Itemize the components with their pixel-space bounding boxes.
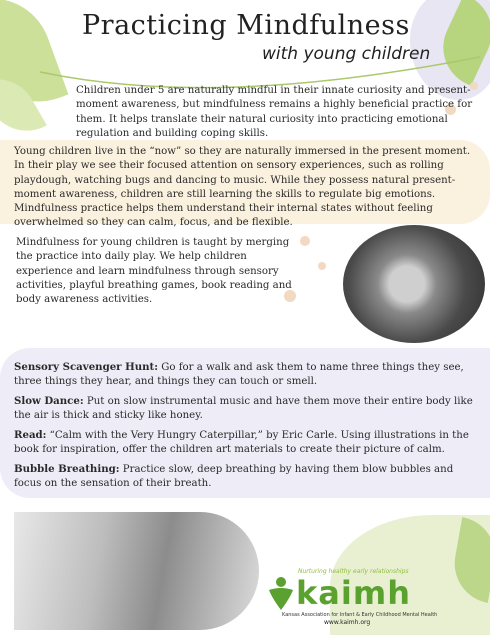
now-paragraph: Young children live in the “now” so they are naturally immersed in the present moment. In their play we see their focused attention on sensory experiences, such as rolling playdough, watching bugs and dancing to music. While they possess natural present-moment awareness, children are still learning the skills to regulate big emotions. Mindfulness practice helps them understand their internal states without feeling overwhelmed so they can calm, focus, and be flexible. [14,146,471,229]
logo-org-name: Kansas Association for Infant & Early Childhood Mental Health [282,612,438,618]
website-link[interactable]: www.kaimh.org [324,619,371,626]
activity-item: Bubble Breathing: Practice slow, deep breathing by having them blow bubbles and focus on the sensation of their breath. [14,463,454,490]
intro-paragraph: Children under 5 are naturally mindful in their innate curiosity and present-moment awareness, but mindfulness remains a highly beneficial practice for them. It helps translate their natural curiosity into practicing emotional regulation and building coping skills. [76,85,473,139]
kaimh-figure-icon [266,576,296,612]
teaching-paragraph: Mindfulness for young children is taught by merging the practice into daily play. We help children experience and learn mindfulness through sensory activities, playful breathing games, book reading and body awareness activities. [16,237,292,306]
logo-tagline: Nurturing healthy early relationships [298,568,409,575]
hands-photo [343,225,485,343]
decorative-dot [318,262,326,270]
activity-item: Slow Dance: Put on slow instrumental music and have them move their entire body like the air is thick and sticky like honey. [14,395,473,422]
kaimh-logo-text: kaimh [296,574,411,612]
activity-item: Read: “Calm with the Very Hungry Caterpillar,” by Eric Carle. Using illustrations in the book for inspiration, offer the children art materials to create their picture of calm. [14,429,469,456]
child-bubbles-photo [14,512,259,630]
page-subtitle: with young children [262,44,431,64]
decorative-dot [300,236,310,246]
activity-item: Sensory Scavenger Hunt: Go for a walk and ask them to name three things they see, three things they hear, and things they can touch or smell. [14,361,464,388]
page-title: Practicing Mindfulness [82,10,410,41]
